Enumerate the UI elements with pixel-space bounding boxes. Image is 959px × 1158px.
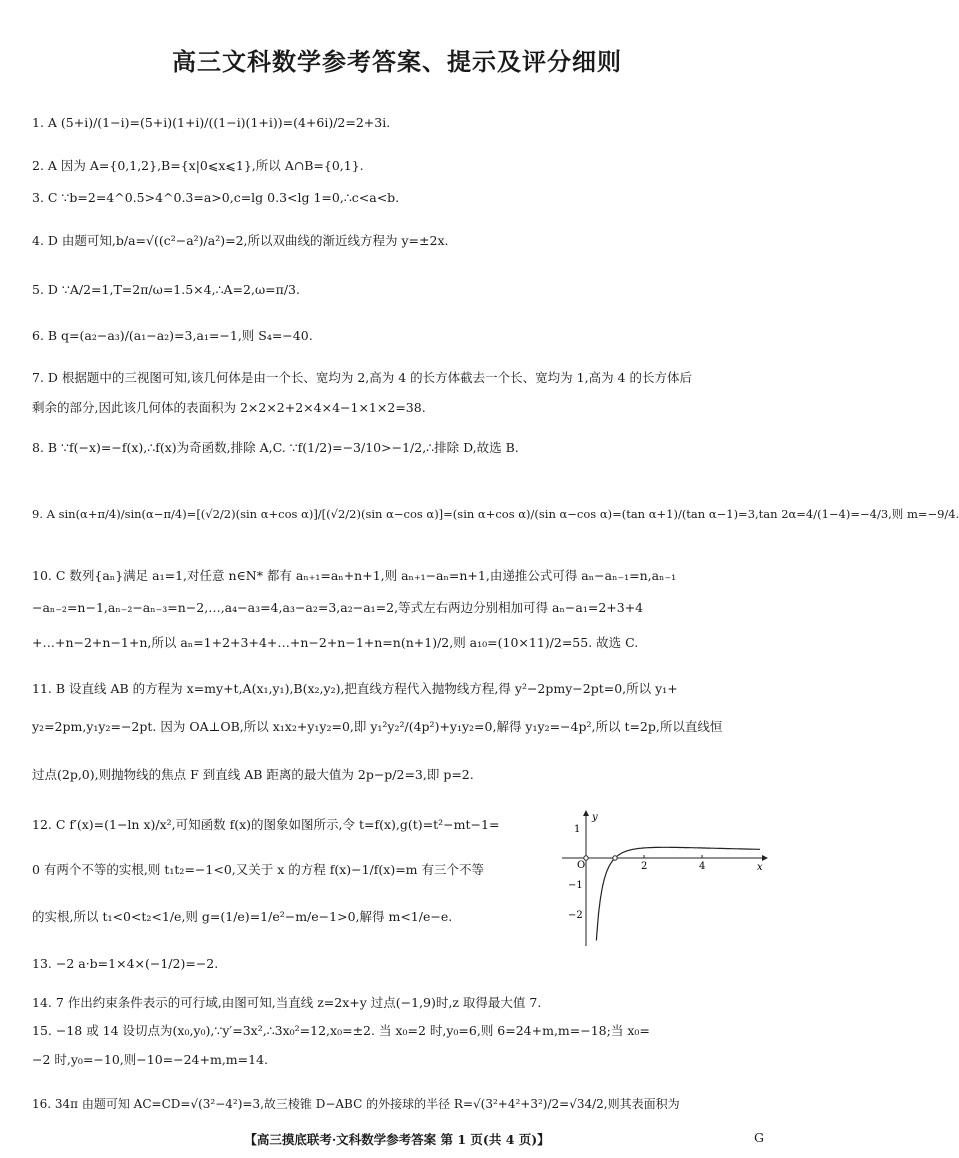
answer-line: 13. −2 a·b=1×4×(−1/2)=−2. — [32, 956, 219, 971]
answer-line: −2 时,y₀=−10,则−10=−24+m,m=14. — [32, 1052, 269, 1067]
answer-line: 11. B 设直线 AB 的方程为 x=my+t,A(x₁,y₁),B(x₂,y₂),把直线方程代入抛物线方程,得 y²−2pmy−2pt=0,所以 y₁+ — [32, 681, 678, 696]
origin-label: O — [577, 860, 586, 871]
answer-line: 过点(2p,0),则抛物线的焦点 F 到直线 AB 距离的最大值为 2p−p/2=3,即 p=2. — [32, 767, 474, 782]
answer-line: 7. D 根据题中的三视图可知,该几何体是由一个长、宽均为 2,高为 4 的长方体截去一个长、宽均为 1,高为 4 的长方体后 — [32, 370, 692, 385]
answer-line: 2. A 因为 A={0,1,2},B={x|0⩽x⩽1},所以 A∩B={0,1}. — [32, 158, 364, 173]
answer-line: 0 有两个不等的实根,则 t₁t₂=−1<0,又关于 x 的方程 f(x)−1/f(x)=m 有三个不等 — [32, 862, 485, 877]
x-axis-arrow — [762, 855, 768, 861]
zero-point — [613, 856, 617, 860]
function-graph — [562, 808, 772, 948]
answer-line: 5. D ∵A/2=1,T=2π/ω=1.5×4,∴A=2,ω=π/3. — [32, 282, 300, 297]
y-tick-label: −2 — [568, 910, 583, 921]
answer-line: 16. 34π 由题可知 AC=CD=√(3²−4²)=3,故三棱锥 D−ABC 的外接球的半径 R=√(3²+4²+3²)/2=√34/2,则其表面积为 — [32, 1097, 680, 1111]
page-title: 高三文科数学参考答案、提示及评分细则 — [172, 48, 622, 76]
y-axis-arrow — [583, 810, 589, 816]
answer-line: −aₙ₋₂=n−1,aₙ₋₂−aₙ₋₃=n−2,…,a₄−a₃=4,a₃−a₂=3,a₂−a₁=2,等式左右两边分别相加可得 aₙ−a₁=2+3+4 — [32, 600, 644, 615]
x-tick-label: 4 — [699, 861, 706, 872]
answer-line: 14. 7 作出约束条件表示的可行域,由图可知,当直线 z=2x+y 过点(−1,9)时,z 取得最大值 7. — [32, 995, 542, 1010]
x-axis-label: x — [757, 862, 763, 873]
answer-line: 8. B ∵f(−x)=−f(x),∴f(x)为奇函数,排除 A,C. ∵f(1/2)=−3/10>−1/2,∴排除 D,故选 B. — [32, 440, 519, 455]
answer-line: +…+n−2+n−1+n,所以 aₙ=1+2+3+4+…+n−2+n−1+n=n(n+1)/2,则 a₁₀=(10×11)/2=55. 故选 C. — [32, 635, 639, 650]
answer-line: 3. C ∵b=2=4^0.5>4^0.3=a>0,c=lg 0.3<lg 1=0,∴c<a<b. — [32, 190, 400, 205]
x-tick-label: 2 — [641, 861, 648, 872]
answer-line: y₂=2pm,y₁y₂=−2pt. 因为 OA⊥OB,所以 x₁x₂+y₁y₂=0,即 y₁²y₂²/(4p²)+y₁y₂=0,解得 y₁y₂=−4p²,所以 t=2p,所以直线恒 — [32, 719, 723, 734]
answer-line: 剩余的部分,因此该几何体的表面积为 2×2×2+2×4×4−1×1×2=38. — [32, 400, 426, 415]
answer-line: 10. C 数列{aₙ}满足 a₁=1,对任意 n∈N* 都有 aₙ₊₁=aₙ+n+1,则 aₙ₊₁−aₙ=n+1,由递推公式可得 aₙ−aₙ₋₁=n,aₙ₋₁ — [32, 568, 677, 583]
footer-mark: G — [754, 1130, 764, 1145]
answer-line: 6. B q=(a₂−a₃)/(a₁−a₂)=3,a₁=−1,则 S₄=−40. — [32, 328, 313, 343]
page-footer: 【高三摸底联考·文科数学参考答案 第 1 页(共 4 页)】 — [244, 1132, 550, 1147]
answer-line: 9. A sin(α+π/4)/sin(α−π/4)=[(√2/2)(sin α+cos α)]/[(√2/2)(sin α−cos α)]=(sin α+cos α)/(sin α−cos α)=(tan α+1)/(tan α−1)=3,tan 2α=4/(1−4)=−4/3,则 m=−9/4. — [32, 507, 959, 521]
function-curve — [596, 847, 760, 940]
answer-line: 12. C f′(x)=(1−ln x)/x²,可知函数 f(x)的图象如图所示,令 t=f(x),g(t)=t²−mt−1= — [32, 817, 500, 832]
answer-line: 的实根,所以 t₁<0<t₂<1/e,则 g=(1/e)=1/e²−m/e−1>0,解得 m<1/e−e. — [32, 909, 453, 924]
y-axis-label: y — [592, 812, 598, 823]
y-tick-label: 1 — [574, 824, 581, 835]
answer-line: 1. A (5+i)/(1−i)=(5+i)(1+i)/((1−i)(1+i))=(4+6i)/2=2+3i. — [32, 115, 391, 130]
origin-point — [584, 856, 588, 860]
answer-line: 4. D 由题可知,b/a=√((c²−a²)/a²)=2,所以双曲线的渐近线方程为 y=±2x. — [32, 233, 449, 248]
y-tick-label: −1 — [568, 880, 583, 891]
answer-line: 15. −18 或 14 设切点为(x₀,y₀),∵y′=3x²,∴3x₀²=12,x₀=±2. 当 x₀=2 时,y₀=6,则 6=24+m,m=−18;当 x₀= — [32, 1023, 650, 1038]
